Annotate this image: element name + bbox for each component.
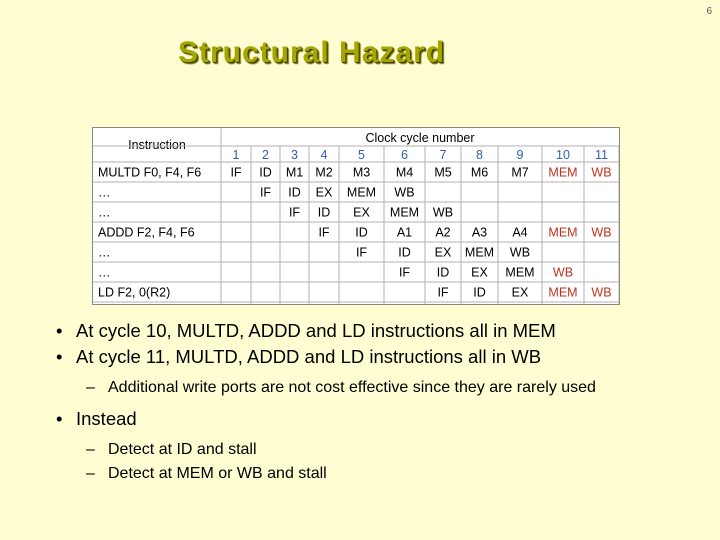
stage-cell: ID xyxy=(317,205,331,220)
sub-bullet-item xyxy=(86,438,696,462)
cycle-number-5: 5 xyxy=(358,148,365,162)
bullet-mark: • xyxy=(56,320,63,341)
stage-cell: EX xyxy=(315,185,333,200)
stage-cell: A1 xyxy=(396,225,413,240)
instruction-header: Instruction xyxy=(128,138,186,152)
stage-cell: WB xyxy=(591,225,612,240)
stage-cell: MEM xyxy=(548,225,578,240)
clock-cycle-header: Clock cycle number xyxy=(365,131,475,145)
stage-cell: EX xyxy=(471,265,488,280)
stage-cell: WB xyxy=(552,265,574,280)
stage-cell: ID xyxy=(355,225,368,240)
bullet-text-cycle11: At cycle 11, MULTD, ADDD and LD instructions all in WB xyxy=(76,346,542,367)
stage-cell: EX xyxy=(434,245,452,260)
stage-cell: ID xyxy=(436,265,450,280)
stage-cell: WB xyxy=(591,285,612,300)
stage-cell: WB xyxy=(591,165,612,180)
instruction-row-1: MULTD F0, F4, F6 xyxy=(98,165,202,180)
stage-cell: EX xyxy=(353,205,370,220)
sub-bullet-detect-mem-wb: Detect at MEM or WB and stall xyxy=(108,465,327,482)
bullet-text-cycle10: At cycle 10, MULTD, ADDD and LD instructions all in MEM xyxy=(76,320,556,341)
stage-cell: IF xyxy=(259,185,272,200)
stage-cell: IF xyxy=(355,245,368,260)
pipeline-grid xyxy=(93,128,619,304)
instruction-row-2: … xyxy=(98,185,111,200)
cycle-number-6: 6 xyxy=(401,148,408,162)
bullet-mark: • xyxy=(56,408,63,429)
sub-bullet-item xyxy=(86,376,696,400)
slide-title: Structural Hazard xyxy=(178,36,446,69)
cycle-number-2: 2 xyxy=(262,148,269,162)
bullet-item xyxy=(56,344,696,370)
stage-cell: WB xyxy=(432,205,454,220)
stage-cell: MEM xyxy=(464,245,495,260)
stage-cell: IF xyxy=(318,225,330,240)
instruction-row-3: … xyxy=(98,205,111,220)
stage-cell: ID xyxy=(259,165,272,180)
stage-cell: MEM xyxy=(389,205,420,220)
cycle-number-3: 3 xyxy=(291,148,298,162)
stage-cell: IF xyxy=(288,205,301,220)
stage-cell: IF xyxy=(230,165,242,180)
stage-cell: WB xyxy=(394,185,415,200)
stage-cell: M3 xyxy=(352,165,371,180)
instruction-row-5: … xyxy=(98,245,111,260)
cycle-number-11: 11 xyxy=(595,148,608,162)
stage-cell: MEM xyxy=(548,285,578,300)
sub-bullet-detect-id: Detect at ID and stall xyxy=(108,441,257,458)
stage-cell: A2 xyxy=(435,225,451,240)
stage-cell: M2 xyxy=(315,165,333,180)
stage-cell: MEM xyxy=(548,165,578,180)
stage-cell: ID xyxy=(398,245,411,260)
instruction-row-4: ADDD F2, F4, F6 xyxy=(98,225,195,240)
instruction-row-6: … xyxy=(98,265,111,280)
dash-mark: – xyxy=(86,379,95,396)
bullet-item xyxy=(56,318,696,344)
stage-cell: MEM xyxy=(505,265,535,280)
cycle-number-10: 10 xyxy=(556,148,570,162)
pipeline-table xyxy=(92,127,620,305)
cycle-number-1: 1 xyxy=(232,148,240,162)
sub-bullet-write-ports: Additional write ports are not cost effective since they are rarely used xyxy=(108,379,596,396)
stage-cell: M1 xyxy=(285,165,304,180)
bullet-mark: • xyxy=(56,346,63,367)
cycle-number-4: 4 xyxy=(320,148,328,162)
stage-cell: ID xyxy=(288,185,301,200)
cycle-number-9: 9 xyxy=(516,148,524,162)
dash-mark: – xyxy=(86,465,95,482)
bullet-item xyxy=(56,406,696,432)
stage-cell: M6 xyxy=(470,165,489,180)
instruction-row-7: LD F2, 0(R2) xyxy=(98,285,171,300)
stage-cell: MEM xyxy=(346,185,377,200)
stage-cell: M7 xyxy=(511,165,529,180)
bullet-list xyxy=(56,318,696,486)
stage-cell: M5 xyxy=(434,165,452,180)
stage-cell: M4 xyxy=(395,165,414,180)
sub-bullet-item xyxy=(86,462,696,486)
bullet-text-instead: Instead xyxy=(76,408,137,429)
stage-cell: ID xyxy=(473,285,486,300)
stage-cell: IF xyxy=(437,285,449,300)
slide-number: 6 xyxy=(706,6,712,17)
stage-cell: A4 xyxy=(512,225,528,240)
stage-cell: EX xyxy=(511,285,529,300)
dash-mark: – xyxy=(86,441,95,458)
cycle-number-8: 8 xyxy=(476,148,483,162)
stage-cell: WB xyxy=(509,245,531,260)
cycle-number-7: 7 xyxy=(439,148,447,162)
stage-cell: IF xyxy=(398,265,411,280)
stage-cell: A3 xyxy=(471,225,488,240)
